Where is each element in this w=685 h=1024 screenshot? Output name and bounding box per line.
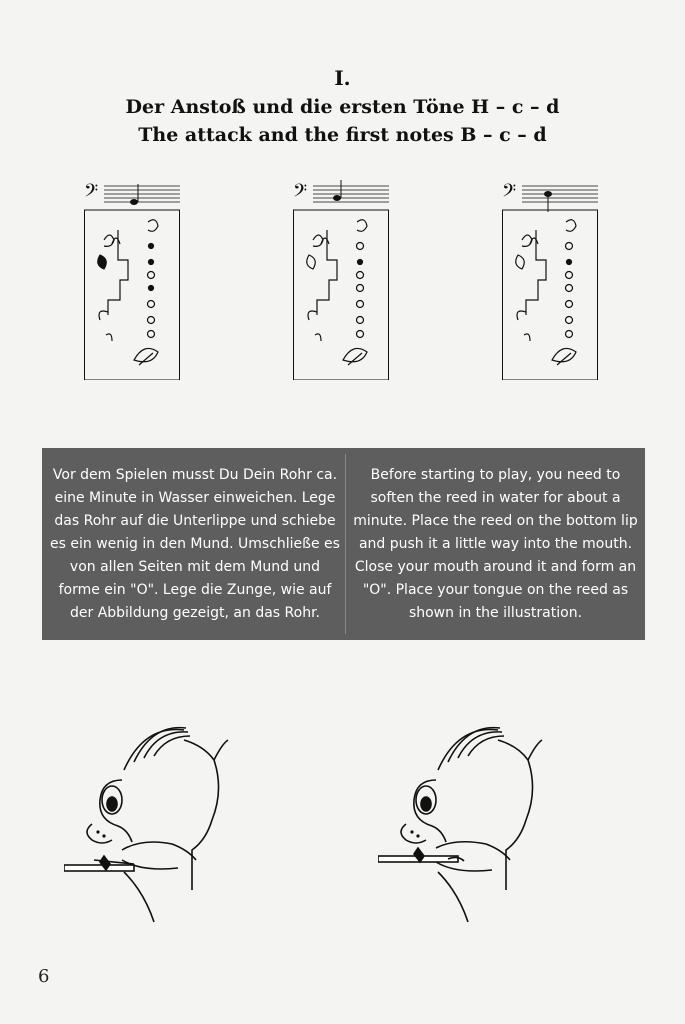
title-english: The attack and the first notes B – c – d [138, 124, 547, 146]
bass-clef-icon: 𝄢 [293, 181, 308, 206]
fingering-chart-c [293, 180, 389, 380]
column-divider [345, 454, 346, 634]
instruction-box [42, 448, 645, 640]
embouchure-illustration-left [64, 700, 294, 930]
face-with-reed-icon [378, 700, 608, 930]
fingering-chart-d [502, 180, 598, 380]
bassoon-keys-icon [98, 220, 158, 365]
title-german: Der Anstoß und die ersten Töne H – c – d [125, 96, 560, 118]
bass-clef-icon: 𝄢 [502, 181, 517, 206]
note-head-icon [130, 199, 138, 205]
instruction-english: Before starting to play, you need to soften the reed in water for about a minute. Place the reed on the bottom lip and push it a little way into the mouth. Close your mouth around it and form an "O". Place your tongue on the reed as shown in the illustration. [353, 466, 638, 621]
bassoon-keys-icon [307, 220, 367, 365]
instruction-german: Vor dem Spielen musst Du Dein Rohr ca. eine Minute in Wasser einweichen. Lege das Rohr auf die Unterlippe und schiebe es ein wenig in den Mund. Umschließe es von allen Seiten mit dem Mund und forme ein "O". Lege die Zunge, wie auf der Abbildung gezeigt, an das Rohr. [50, 466, 340, 621]
chapter-number: I. [334, 66, 351, 90]
embouchure-illustration-right [378, 700, 608, 930]
fingering-chart-b [84, 180, 180, 380]
note-head-icon [333, 195, 341, 201]
face-with-reed-icon [64, 700, 294, 930]
page-number: 6 [38, 966, 50, 987]
bassoon-keys-icon [516, 220, 576, 365]
bass-clef-icon: 𝄢 [84, 181, 99, 206]
